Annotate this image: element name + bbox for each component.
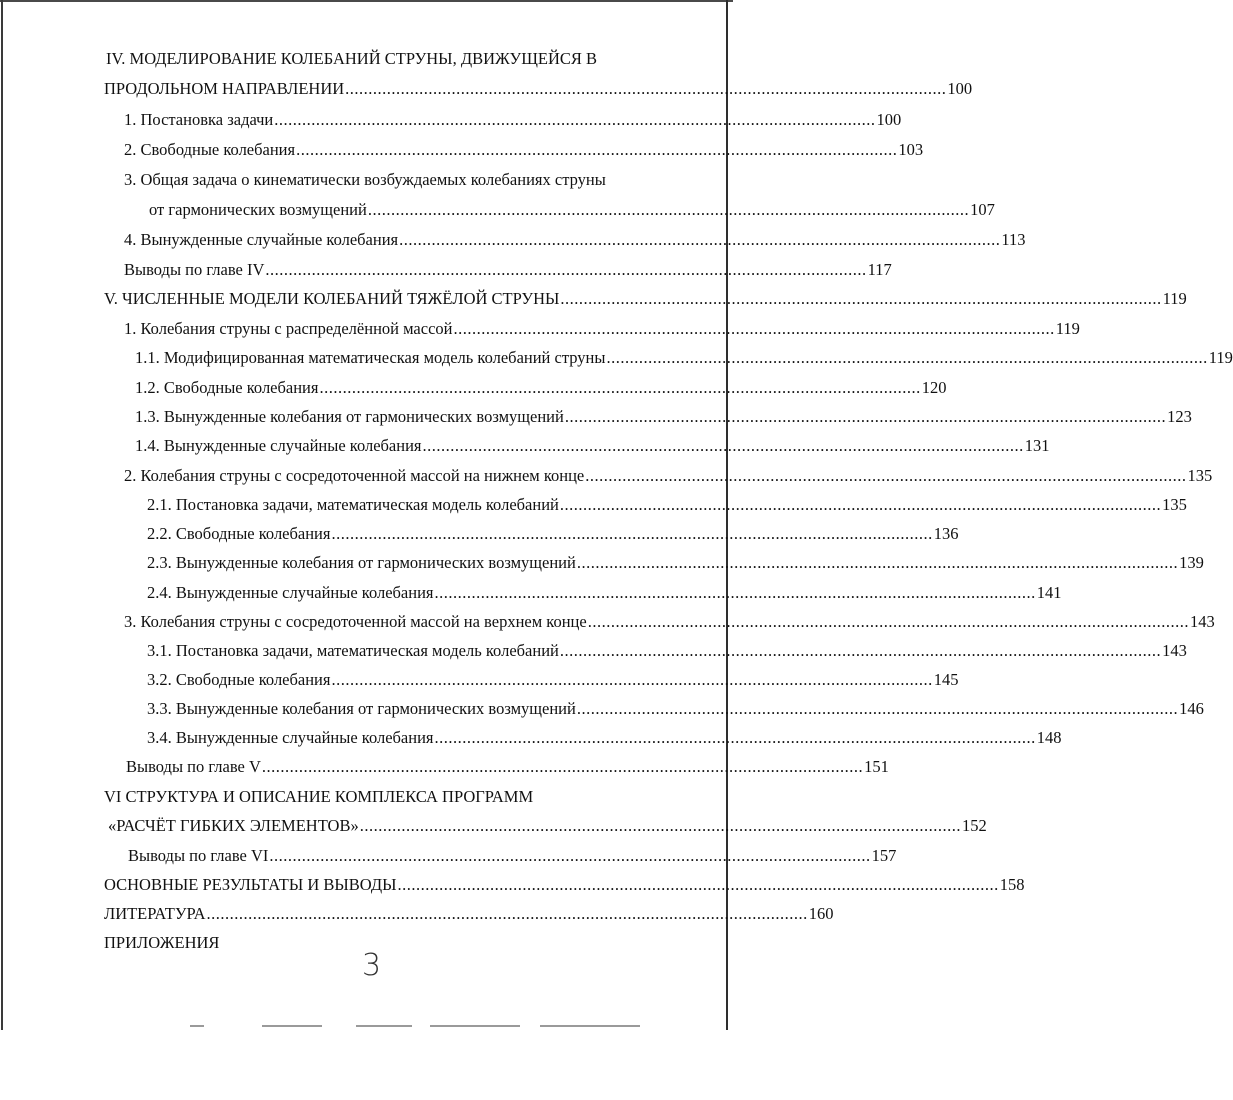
toc-label: 3.1. Постановка задачи, математическая модель колебаний <box>147 641 559 660</box>
toc-chapter4[interactable] <box>104 78 973 100</box>
toc-label: 1.2. Свободные колебания <box>135 378 319 397</box>
toc-page: 139 <box>1179 553 1204 572</box>
toc-entry-ch5-1-4[interactable] <box>135 435 1050 457</box>
toc-label: 4. Вынужденные случайные колебания <box>124 230 399 249</box>
dot-leader: .................................................................................................................................. <box>576 699 1179 718</box>
dot-leader: .................................................................................................................................. <box>434 728 1036 747</box>
scan-mark <box>356 1025 412 1027</box>
toc-page: 143 <box>1162 641 1187 660</box>
dot-leader: .................................................................................................................................. <box>422 436 1024 455</box>
dot-leader: .................................................................................................................................. <box>261 757 864 776</box>
toc-label: ПРОДОЛЬНОМ НАПРАВЛЕНИИ <box>104 79 345 98</box>
dot-leader: .................................................................................................................................. <box>274 110 876 129</box>
toc-label: 2.3. Вынужденные колебания от гармонических возмущений <box>147 553 576 572</box>
scan-bottom-artifacts <box>0 1018 733 1032</box>
toc-entry-ch5-1-2[interactable] <box>135 377 947 399</box>
toc-entry-ch4-1[interactable] <box>124 109 902 131</box>
toc-label: 2.4. Вынужденные случайные колебания <box>147 583 434 602</box>
toc-page: 146 <box>1179 699 1204 718</box>
dot-leader: .................................................................................................................................. <box>397 875 999 894</box>
toc-entry-ch5-1-1[interactable] <box>135 347 1233 369</box>
toc-page: 103 <box>898 140 924 159</box>
toc-label: 2. Свободные колебания <box>124 140 296 159</box>
toc-label: 3.3. Вынужденные колебания от гармонических возмущений <box>147 699 576 718</box>
toc-entry-ch5-2-2[interactable] <box>147 523 959 545</box>
scan-mark <box>540 1025 640 1027</box>
toc-page: 136 <box>933 524 959 543</box>
toc-entry-ch4-conclusions[interactable] <box>124 259 892 281</box>
toc-label: 2. Колебания струны с сосредоточенной массой на нижнем конце <box>124 466 585 485</box>
toc-entry-ch5-2-1[interactable] <box>147 494 1187 516</box>
toc-entry-ch5-1[interactable] <box>124 318 1080 340</box>
dot-leader: .................................................................................................................................. <box>606 348 1208 367</box>
dot-leader: .................................................................................................................................. <box>587 612 1189 631</box>
toc-label: ЛИТЕРАТУРА <box>104 904 206 923</box>
toc-page: 113 <box>1001 230 1026 249</box>
toc-label: ОСНОВНЫЕ РЕЗУЛЬТАТЫ И ВЫВОДЫ <box>104 875 397 894</box>
dot-leader: .................................................................................................................................. <box>564 407 1167 426</box>
toc-entry-ch4-2[interactable] <box>124 139 924 161</box>
dot-leader: .................................................................................................................................. <box>399 230 1001 249</box>
dot-leader: .................................................................................................................................. <box>367 200 970 219</box>
toc-entry-ch5-2[interactable] <box>124 465 1213 487</box>
dot-leader: .................................................................................................................................. <box>319 378 921 397</box>
dot-leader: .................................................................................................................................. <box>559 495 1162 514</box>
toc-entry-ch5-3-1[interactable] <box>147 640 1187 662</box>
toc-label: Выводы по главе VI <box>128 846 269 865</box>
toc-page: 145 <box>933 670 959 689</box>
toc-page: 160 <box>808 904 834 923</box>
toc-page: 119 <box>1162 289 1187 308</box>
toc-page: 107 <box>970 200 995 219</box>
toc-page: 158 <box>999 875 1025 894</box>
dot-leader: .................................................................................................................................. <box>269 846 871 865</box>
toc-label: 3. Колебания струны с сосредоточенной массой на верхнем конце <box>124 612 587 631</box>
toc-chapter5[interactable] <box>104 288 1187 310</box>
toc-page: 119 <box>1208 348 1233 367</box>
toc-entry-main-results[interactable] <box>104 874 1025 896</box>
dot-leader: .................................................................................................................................. <box>559 641 1162 660</box>
toc-entry-ch6-conclusions[interactable] <box>128 845 897 867</box>
toc-label: «РАСЧЁТ ГИБКИХ ЭЛЕМЕНТОВ» <box>108 816 359 835</box>
scan-mark <box>190 1025 204 1027</box>
toc-entry-ch5-3[interactable] <box>124 611 1215 633</box>
toc-page: 141 <box>1036 583 1062 602</box>
toc-entry-literature[interactable] <box>104 903 834 925</box>
toc-page: 123 <box>1167 407 1192 426</box>
toc-label: 1. Постановка задачи <box>124 110 274 129</box>
dot-leader: .................................................................................................................................. <box>345 79 947 98</box>
toc-label: 1.4. Вынужденные случайные колебания <box>135 436 422 455</box>
toc-page: 148 <box>1036 728 1062 747</box>
toc-label: 2.2. Свободные колебания <box>147 524 331 543</box>
dot-leader: .................................................................................................................................. <box>331 524 933 543</box>
dot-leader: .................................................................................................................................. <box>560 289 1162 308</box>
toc-label: 3.4. Вынужденные случайные колебания <box>147 728 434 747</box>
chapter4-title-line1: IV. МОДЕЛИРОВАНИЕ КОЛЕБАНИЙ СТРУНЫ, ДВИЖУЩЕЙСЯ В <box>106 49 598 68</box>
dot-leader: .................................................................................................................................. <box>576 553 1179 572</box>
page-number: 3 <box>362 948 382 983</box>
dot-leader: .................................................................................................................................. <box>206 904 808 923</box>
toc-page: 152 <box>961 816 987 835</box>
toc-chapter6[interactable] <box>108 815 987 837</box>
toc-page: 151 <box>864 757 889 776</box>
dot-leader: .................................................................................................................................. <box>434 583 1036 602</box>
dot-leader: .................................................................................................................................. <box>585 466 1187 485</box>
toc-label: 1. Колебания струны с распределённой массой <box>124 319 453 338</box>
toc-entry-ch5-2-3[interactable] <box>147 552 1204 574</box>
toc-page: 117 <box>867 260 892 279</box>
toc-label: 1.1. Модифицированная математическая модель колебаний струны <box>135 348 606 367</box>
toc-entry-ch4-3-line1: 3. Общая задача о кинематически возбуждаемых колебаниях струны <box>124 170 606 189</box>
toc-label: 3.2. Свободные колебания <box>147 670 331 689</box>
toc-entry-ch5-1-3[interactable] <box>135 406 1192 428</box>
toc-page: 157 <box>871 846 897 865</box>
toc-label: 1.3. Вынужденные колебания от гармонических возмущений <box>135 407 564 426</box>
toc-page: 119 <box>1055 319 1080 338</box>
toc-label: Выводы по главе V <box>126 757 261 776</box>
toc-page: 120 <box>921 378 947 397</box>
scan-mark <box>430 1025 520 1027</box>
toc-page: 131 <box>1024 436 1050 455</box>
toc-entry-appendices[interactable]: ПРИЛОЖЕНИЯ <box>104 933 220 952</box>
dot-leader: .................................................................................................................................. <box>296 140 898 159</box>
toc-entry-ch5-3-3[interactable] <box>147 698 1204 720</box>
toc-page: 135 <box>1187 466 1213 485</box>
toc-label: Выводы по главе IV <box>124 260 265 279</box>
dot-leader: .................................................................................................................................. <box>265 260 867 279</box>
toc-label: V. ЧИСЛЕННЫЕ МОДЕЛИ КОЛЕБАНИЙ ТЯЖЁЛОЙ СТРУНЫ <box>104 289 560 308</box>
toc-entry-ch4-4[interactable] <box>124 229 1026 251</box>
toc-label: 2.1. Постановка задачи, математическая модель колебаний <box>147 495 559 514</box>
chapter6-title-line1: VI СТРУКТУРА И ОПИСАНИЕ КОМПЛЕКСА ПРОГРАММ <box>104 787 534 806</box>
dot-leader: .................................................................................................................................. <box>331 670 933 689</box>
toc-entry-ch5-3-2[interactable] <box>147 669 959 691</box>
scan-mark <box>262 1025 322 1027</box>
toc-page: 100 <box>876 110 902 129</box>
toc-entry-ch5-conclusions[interactable] <box>126 756 889 778</box>
dot-leader: .................................................................................................................................. <box>359 816 961 835</box>
toc-entry-ch5-3-4[interactable] <box>147 727 1062 749</box>
toc-page: 100 <box>947 79 973 98</box>
toc-label: от гармонических возмущений <box>149 200 367 219</box>
dot-leader: .................................................................................................................................. <box>453 319 1055 338</box>
toc-page: 143 <box>1189 612 1215 631</box>
toc-entry-ch5-2-4[interactable] <box>147 582 1062 604</box>
toc-entry-ch4-3[interactable] <box>149 199 995 221</box>
toc-page: 135 <box>1162 495 1187 514</box>
